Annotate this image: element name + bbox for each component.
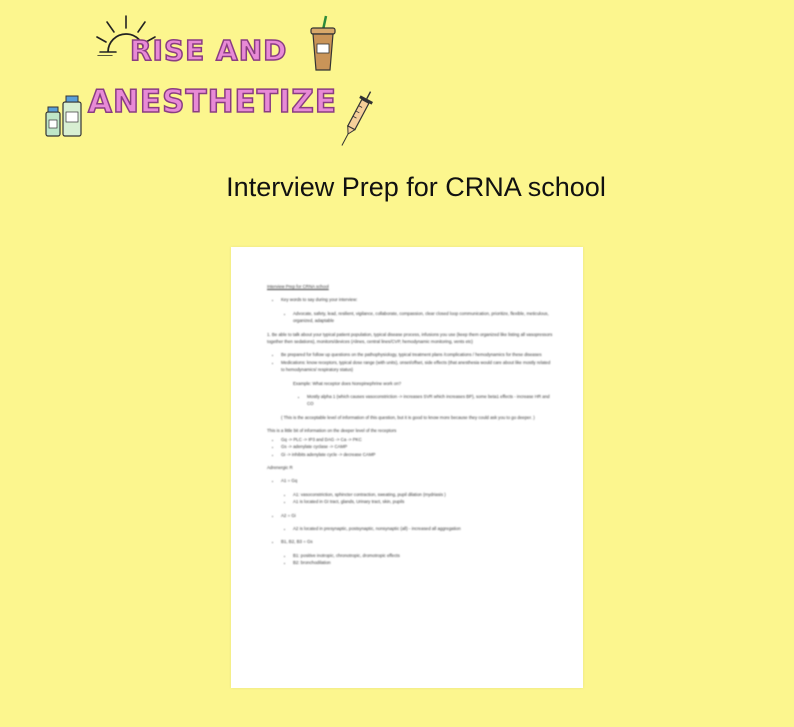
doc-bullet-1: • Be prepared for follow up questions on the pathophysiology, typical treatment plans /complications / hemodynamics for these diseases [281,351,555,358]
doc-example-answer: • Mostly alpha 1 (which causes vasoconstriction -> increases SVR which increases BP), some beta1 effects - increase HR and CO [307,393,555,408]
doc-a1-item: • A1 is located in GI tract, glands, Urinary tract, skin, pupils [293,498,555,505]
logo-text-rise-and: RISE AND [130,34,288,67]
iced-coffee-icon [306,14,340,74]
doc-receptor-item: • Gi -> inhibits adenylate cycle -> decrease CAMP [281,451,555,458]
logo-text-anesthetize: ANESTHETIZE [88,84,338,120]
doc-b-heading: • B1, B2, B3 = Gs [281,538,555,545]
doc-example: Example: What receptor does Norepinephrine work on? [293,380,402,386]
page-title: Interview Prep for CRNA school [226,172,606,202]
vials-icon [44,94,84,138]
doc-example-note: ( This is the acceptable level of information of this question, but it is good to know more because they could ask you to go deeper. ) [281,414,535,420]
doc-a2-heading: • A2 = Gi [281,512,555,519]
doc-keywords-intro: • Key words to say during your interview: [281,296,555,303]
syringe-icon [336,88,376,150]
document-preview [231,247,583,688]
doc-b-item: • B2: bronchodilation [293,559,555,566]
doc-keywords: • Advocate, safety, lead, resilient, vigilance, collaborate, compassion, clear closed loop communication, prioritize, flexible, meticulous, organized, adaptable [293,310,555,325]
doc-a1-heading: • A1 = Gq [281,477,555,484]
doc-receptor-item: • Gs -> adenylate cyclase -> CAMP [281,443,555,450]
doc-receptors-intro: This is a little bit of information on the deeper level of the receptors [267,428,397,434]
doc-title: Interview Prep for CRNA school [267,284,329,289]
doc-paragraph-1: 1. Be able to talk about your typical patient population, typical disease process, infusions you use (keep them organized like listing all vasopressors together then sedations), monitors/devices (Alines, central lines/CVP, hemodynamic monitoring, vents etc) [267,331,553,345]
doc-receptor-item: • Gq -> PLC -> IP3 and DAG -> Ca -> PKC [281,436,555,443]
doc-bullet-2: • Medications: know receptors, typical dose range (with units), onset/offset, side effects (that anesthesia would care about like mostly related to hemodynamics/ respiratory status) [281,359,555,374]
doc-a2-item: • A2 is located in presynaptic, postsynaptic, nonsynaptic (all) - increased all aggregation [293,525,555,532]
doc-adrenergic-title: Adrenergic R [267,464,293,470]
brand-logo [40,8,380,138]
doc-a1-item: • A1: vasoconstriction, sphincter contraction, sweating, pupil dilation (mydriasis ) [293,491,555,498]
doc-b-item: • B1: positive inotropic, chronotropic, dromotropic effects [293,552,555,559]
